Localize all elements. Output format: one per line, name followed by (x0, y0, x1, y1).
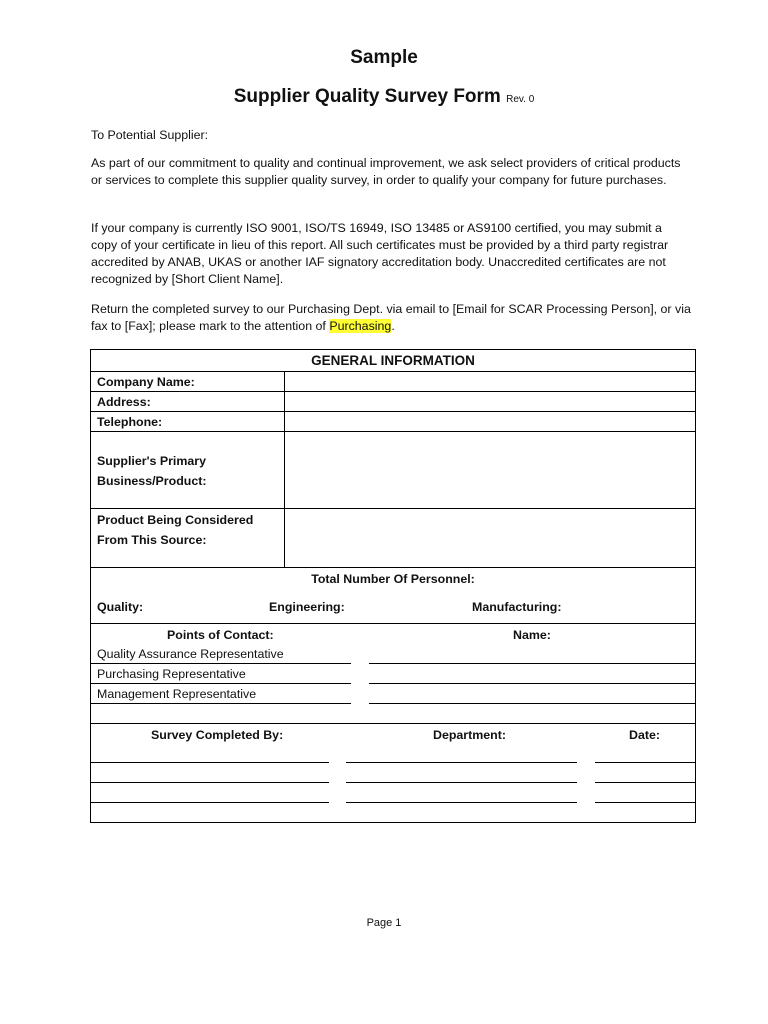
underline (346, 802, 577, 803)
underline (595, 782, 695, 783)
primary-business-label-line1: Supplier's Primary (97, 454, 206, 468)
underline (369, 683, 695, 684)
general-information-form (90, 349, 696, 823)
return-instructions: Return the completed survey to our Purchasing Dept. via email to [Email for SCAR Processing Person], or via fax to [Fax]; please mark to the attention of (91, 302, 691, 333)
row-divider (91, 508, 695, 509)
engineering-label: Engineering: (269, 600, 345, 614)
intro-paragraph-1: As part of our commitment to quality and continual improvement, we ask select providers of critical products or services to complete this supplier quality survey, in order to qualify your company for future purchases. (91, 156, 681, 187)
contact-role-qa: Quality Assurance Representative (97, 647, 284, 661)
page-number: Page 1 (366, 917, 402, 929)
form-title-text: Supplier Quality Survey Form (233, 86, 501, 107)
telephone-label: Telephone: (97, 415, 163, 429)
row-divider (91, 723, 695, 724)
quality-label: Quality: (97, 600, 144, 614)
underline (91, 683, 351, 684)
primary-business-label-line2: Business/Product: (97, 474, 207, 488)
underline (346, 782, 577, 783)
survey-completed-by-label: Survey Completed By: (151, 728, 284, 742)
product-considered-label-line1: Product Being Considered (97, 513, 254, 527)
revision-label: Rev. 0 (506, 94, 535, 105)
points-of-contact-label: Points of Contact: (167, 628, 274, 642)
underline (91, 663, 351, 664)
salutation: To Potential Supplier: (91, 128, 209, 142)
date-label: Date: (629, 728, 660, 742)
purchasing-highlight: Purchasing (329, 319, 392, 333)
intro-paragraph-3 (91, 301, 691, 335)
contact-role-management: Management Representative (97, 687, 257, 701)
row-divider (91, 623, 695, 624)
product-considered-label-line2: From This Source: (97, 533, 207, 547)
underline (91, 703, 351, 704)
underline (91, 802, 329, 803)
column-divider (284, 371, 285, 567)
return-instructions-end: . (391, 319, 395, 333)
underline (369, 663, 695, 664)
personnel-title: Total Number Of Personnel: (311, 572, 475, 586)
row-divider (91, 567, 695, 568)
department-label: Department: (433, 728, 506, 742)
company-name-label: Company Name: (97, 375, 195, 389)
contact-name-label: Name: (513, 628, 551, 642)
section-title: GENERAL INFORMATION (311, 353, 475, 368)
underline (595, 762, 695, 763)
row-divider (91, 391, 695, 392)
underline (91, 762, 329, 763)
underline (91, 782, 329, 783)
address-label: Address: (97, 395, 151, 409)
row-divider (91, 431, 695, 432)
underline (346, 762, 577, 763)
sample-heading: Sample (350, 47, 418, 68)
intro-paragraph-2: If your company is currently ISO 9001, ISO/TS 16949, ISO 13485 or AS9100 certified, you may submit a copy of your certificate in lieu of this report. All such certificates must be provided by a third party registrar accredited by ANAB, UKAS or another IAF signatory accreditation body. Unaccredited certificates are not recognized by [Short Client Name]. (91, 221, 669, 286)
row-divider (91, 411, 695, 412)
underline (595, 802, 695, 803)
underline (369, 703, 695, 704)
form-title (0, 86, 768, 108)
manufacturing-label: Manufacturing: (472, 600, 562, 614)
contact-role-purchasing: Purchasing Representative (97, 667, 246, 681)
row-divider (91, 371, 695, 372)
